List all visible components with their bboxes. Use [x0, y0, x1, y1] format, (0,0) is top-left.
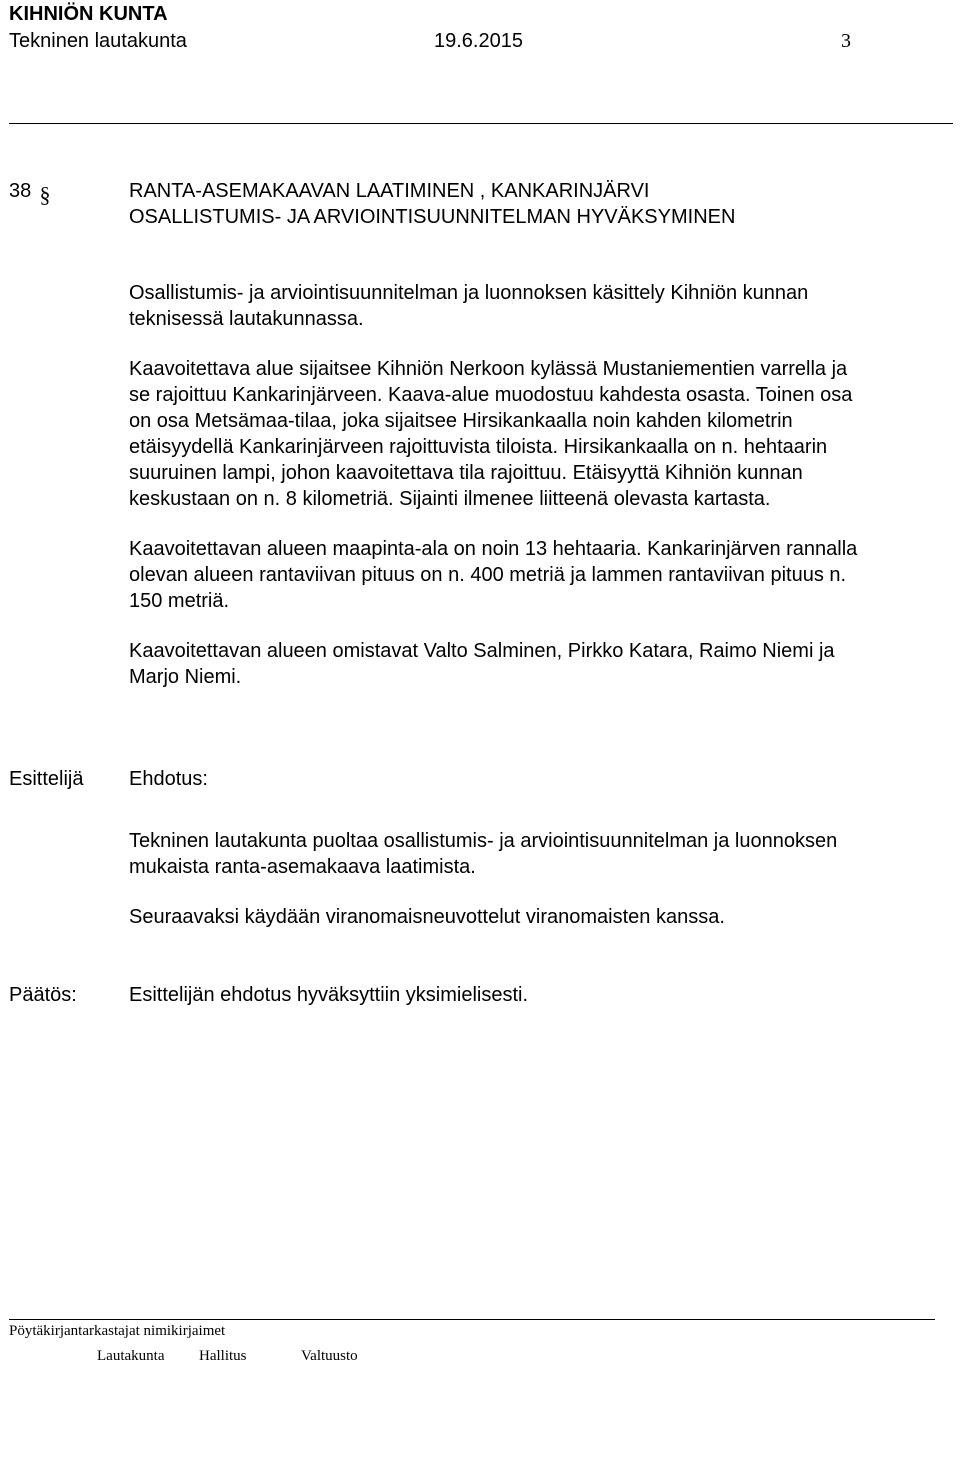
presenter-label: Esittelijä [9, 768, 84, 790]
text-line: Osallistumis- ja arviointisuunnitelman ja luonnoksen käsittely Kihniön kunnan [129, 282, 809, 304]
footer-item-lautakunta: Lautakunta [97, 1348, 165, 1364]
text-line: on osa Metsämaa-tilaa, joka sijaitsee Hirsikankaalla noin kahden kilometrin [129, 410, 793, 432]
organization-name: KIHNIÖN KUNTA [9, 3, 168, 25]
header-info [9, 29, 949, 55]
paragraph [129, 828, 944, 880]
svg-text:§: § [39, 182, 51, 207]
text-line: olevan alueen rantaviivan pituus on n. 400 metriä ja lammen rantaviivan pituus n. [129, 564, 847, 586]
text-line: suuruinen lampi, johon kaavoitettava tila rajoittuu. Etäisyyttä Kihniön kunnan [129, 462, 803, 484]
case-description [129, 280, 944, 714]
text-line: Tekninen lautakunta puoltaa osallistumis- ja arviointisuunnitelman ja luonnoksen [129, 830, 838, 852]
text-line: 150 metriä. [129, 590, 230, 612]
signature-label: Pöytäkirjantarkastajat nimikirjaimet [9, 1323, 226, 1339]
text-line: keskustaan on n. 8 kilometriä. Sijainti ilmenee liitteenä olevasta kartasta. [129, 488, 771, 510]
paragraph [129, 536, 944, 614]
text-line: Kaavoitettava alue sijaitsee Kihniön Nerkoon kylässä Mustaniementien varrella ja [129, 358, 848, 380]
text-line: se rajoittuu Kankarinjärveen. Kaava-alue muodostuu kahdesta osasta. Toinen osa [129, 384, 853, 406]
decision-label: Päätös: [9, 984, 77, 1006]
text-line: mukaista ranta-asemakaava laatimista. [129, 856, 476, 878]
page-number: 3 [841, 30, 851, 52]
section-title-line: RANTA-ASEMAKAAVAN LAATIMINEN , KANKARINJÄRVI [129, 180, 650, 202]
paragraph [129, 356, 944, 512]
text-line: teknisessä lautakunnassa. [129, 308, 364, 330]
text-line: Seuraavaksi käydään viranomaisneuvottelut viranomaisten kanssa. [129, 906, 725, 928]
section-title [129, 178, 735, 230]
section-sign-icon [35, 182, 55, 210]
paragraph [129, 904, 944, 930]
paragraph [129, 638, 944, 690]
meeting-date: 19.6.2015 [434, 30, 523, 52]
footer-item-valtuusto: Valtuusto [301, 1348, 358, 1364]
footer-divider [9, 1319, 935, 1320]
header-divider [9, 123, 953, 124]
text-line: Marjo Niemi. [129, 666, 242, 688]
committee-name: Tekninen lautakunta [9, 30, 187, 52]
text-line: etäisyydellä Kankarinjärveen rajoittuvista tiloista. Hirsikankaalla on n. hehtaarin [129, 436, 828, 458]
text-line: Kaavoitettavan alueen maapinta-ala on noin 13 hehtaaria. Kankarinjärven rannalla [129, 538, 858, 560]
section-title-line: OSALLISTUMIS- JA ARVIOINTISUUNNITELMAN HYVÄKSYMINEN [129, 206, 736, 228]
section-number: 38 [9, 180, 32, 202]
decision-text: Esittelijän ehdotus hyväksyttiin yksimielisesti. [129, 984, 529, 1006]
proposal-heading: Ehdotus: [129, 768, 208, 790]
paragraph [129, 280, 944, 332]
text-line: Kaavoitettavan alueen omistavat Valto Salminen, Pirkko Katara, Raimo Niemi ja [129, 640, 835, 662]
proposal-text [129, 828, 944, 954]
footer-item-hallitus: Hallitus [199, 1348, 247, 1364]
